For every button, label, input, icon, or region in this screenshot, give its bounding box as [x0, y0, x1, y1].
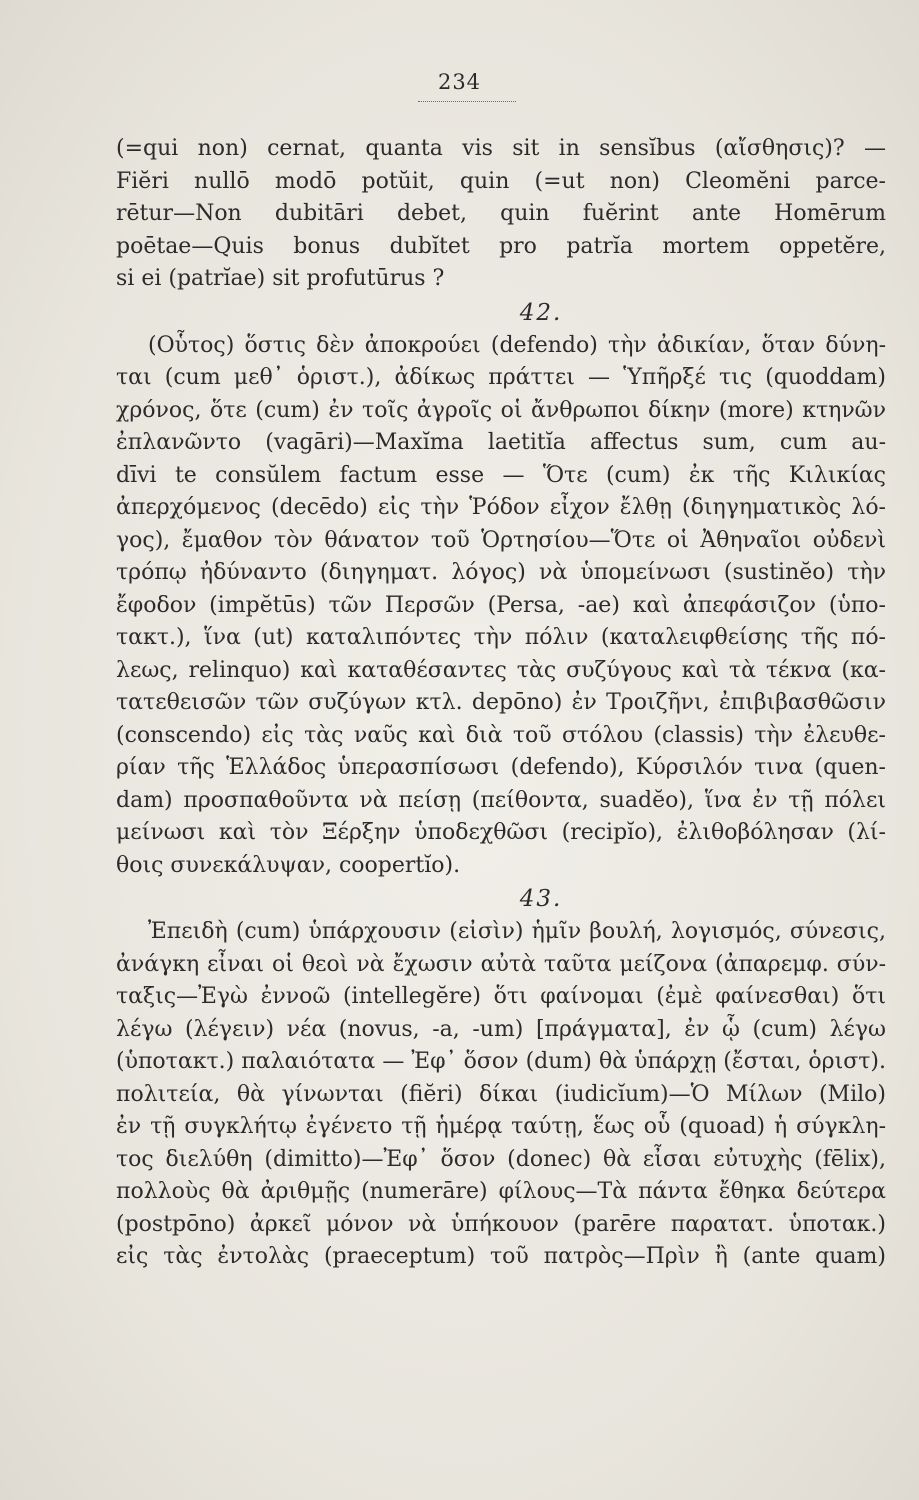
text-line: ἀπερχόμενος (decēdo) εἰς τὴν Ῥόδον εἶχον ἔλθῃ (διηγηματικὸς λό- [116, 495, 886, 520]
text-line: λέγω (λέγειν) νέα (novus, -a, -um) [πράγματα], ἐν ᾧ (cum) λέγω [116, 1016, 886, 1042]
text-line: (conscendo) εἰς τὰς ναῦς καὶ διὰ τοῦ στόλου (classis) τὴν ἐλευθε- [116, 722, 886, 748]
text-line: τος διελύθη (dimitto)—Ἐφ᾽ ὅσον (donec) θὰ εἶσαι εὐτυχὴς (fēlix), [116, 1146, 886, 1172]
section-heading-42: 42. [519, 299, 563, 326]
text-line: τακτ.), ἵνα (ut) καταλιπόντες τὴν πόλιν (καταλειφθείσης τῆς πό- [116, 625, 886, 650]
text-line: (ὑποτακτ.) παλαιότατα — Ἐφ᾽ ὅσον (dum) θὰ ὑπάρχῃ (ἔσται, ὁριστ). [116, 1049, 886, 1074]
text-line: poētae—Quis bonus dubĭtet pro patrĭa mortem oppetĕre, [116, 233, 886, 259]
text-line: Fiĕri nullō modō potŭit, quin (=ut non) Cleomĕni parce- [116, 168, 886, 194]
text-line: (Οὗτος) ὅστις δὲν ἀποκρούει (defendo) τὴν ἀδικίαν, ὅταν δύνη- [148, 332, 886, 358]
page-number-rule [418, 101, 516, 102]
text-line: τατεθεισῶν τῶν συζύγων κτλ. depōno) ἐν Τροιζῆνι, ἐπιβιβασθῶσιν [116, 690, 886, 715]
text-line: χρόνος, ὅτε (cum) ἐν τοῖς ἀγροῖς οἱ ἄνθρωποι δίκην (more) κτηνῶν [116, 397, 886, 423]
text-line: μείνωσι καὶ τὸν Ξέρξην ὑποδεχθῶσι (recipĭo), ἐλιθοβόλησαν (λί- [116, 820, 886, 845]
page-text [116, 133, 886, 1274]
text-line: γος), ἔμαθον τὸν θάνατον τοῦ Ὁρτησίου—Ὅτε οἱ Ἀθηναῖοι οὐδενὶ [116, 527, 886, 553]
page-number: 234 [437, 70, 482, 94]
text-line: θοις συνεκάλυψαν, coopertĭo). [116, 852, 461, 878]
text-line: ἀνάγκη εἶναι οἱ θεοὶ νὰ ἔχωσιν αὐτὰ ταῦτα μείζονα (ἀπαρεμφ. σύν- [116, 951, 886, 977]
text-line: ἐν τῇ συγκλήτῳ ἐγένετο τῇ ἡμέρᾳ ταύτῃ, ἕως οὗ (quoad) ἡ σύγκλη- [116, 1114, 886, 1139]
paragraph-42 [116, 330, 886, 883]
text-line: (=qui non) cernat, quanta vis sit in sensĭbus (αἴσθησις)? — [116, 136, 886, 161]
text-line: dīvi te consŭlem factum esse — Ὅτε (cum) ἐκ τῆς Κιλικίας [116, 462, 886, 488]
paragraph-top [116, 133, 886, 296]
text-line: (postpōno) ἀρκεῖ μόνον νὰ ὑπήκουον (parēre παρατατ. ὑποτακ.) [116, 1211, 886, 1237]
text-line: ται (cum μεθ᾽ ὁριστ.), ἀδίκως πράττει — Ὑπῆρξέ τις (quoddam) [116, 365, 886, 390]
text-line: πολλοὺς θὰ ἀριθμῇς (numerāre) φίλους—Τὰ πάντα ἔθηκα δεύτερα [116, 1179, 886, 1204]
text-line: Ἐπειδὴ (cum) ὑπάρχουσιν (εἰσὶν) ἡμῖν βουλή, λογισμός, σύνεσις, [148, 919, 886, 944]
text-line: ἐπλανῶντο (vagāri)—Maxĭma laetitĭa affectus sum, cum au- [116, 430, 886, 455]
text-line: ρίαν τῆς Ἑλλάδος ὑπερασπίσωσι (defendo), Κύρσιλόν τινα (quen- [116, 755, 886, 780]
text-line: πολιτεία, θὰ γίνωνται (fiĕri) δίκαι (iudicĭum)—Ὁ Μίλων (Milo) [116, 1081, 886, 1107]
text-line: ταξις—Ἐγὼ ἐννοῶ (intellegĕre) ὅτι φαίνομαι (ἐμὲ φαίνεσθαι) ὅτι [116, 984, 886, 1009]
text-line: dam) προσπαθοῦντα νὰ πείσῃ (πείθοντα, suadĕo), ἵνα ἐν τῇ πόλει [116, 787, 886, 813]
text-line: τρόπῳ ἠδύναντο (διηγηματ. λόγος) νὰ ὑπομείνωσι (sustinĕo) τὴν [116, 560, 886, 585]
paragraph-43 [116, 916, 886, 1274]
text-line: ἔφοδον (impĕtūs) τῶν Περσῶν (Persa, -ae) καὶ ἀπεφάσιζον (ὑπο- [116, 592, 886, 618]
text-line: λεως, relinquo) καὶ καταθέσαντες τὰς συζύγους καὶ τὰ τέκνα (κα- [116, 657, 886, 683]
text-line: rētur—Non dubitāri debet, quin fuĕrint ante Homērum [116, 201, 886, 226]
section-heading-43: 43. [519, 886, 563, 912]
text-line: εἰς τὰς ἐντολὰς (praeceptum) τοῦ πατρὸς—Πρὶν ἢ (ante quam) [116, 1244, 886, 1269]
text-line: si ei (patrĭae) sit profutūrus ? [116, 266, 445, 291]
